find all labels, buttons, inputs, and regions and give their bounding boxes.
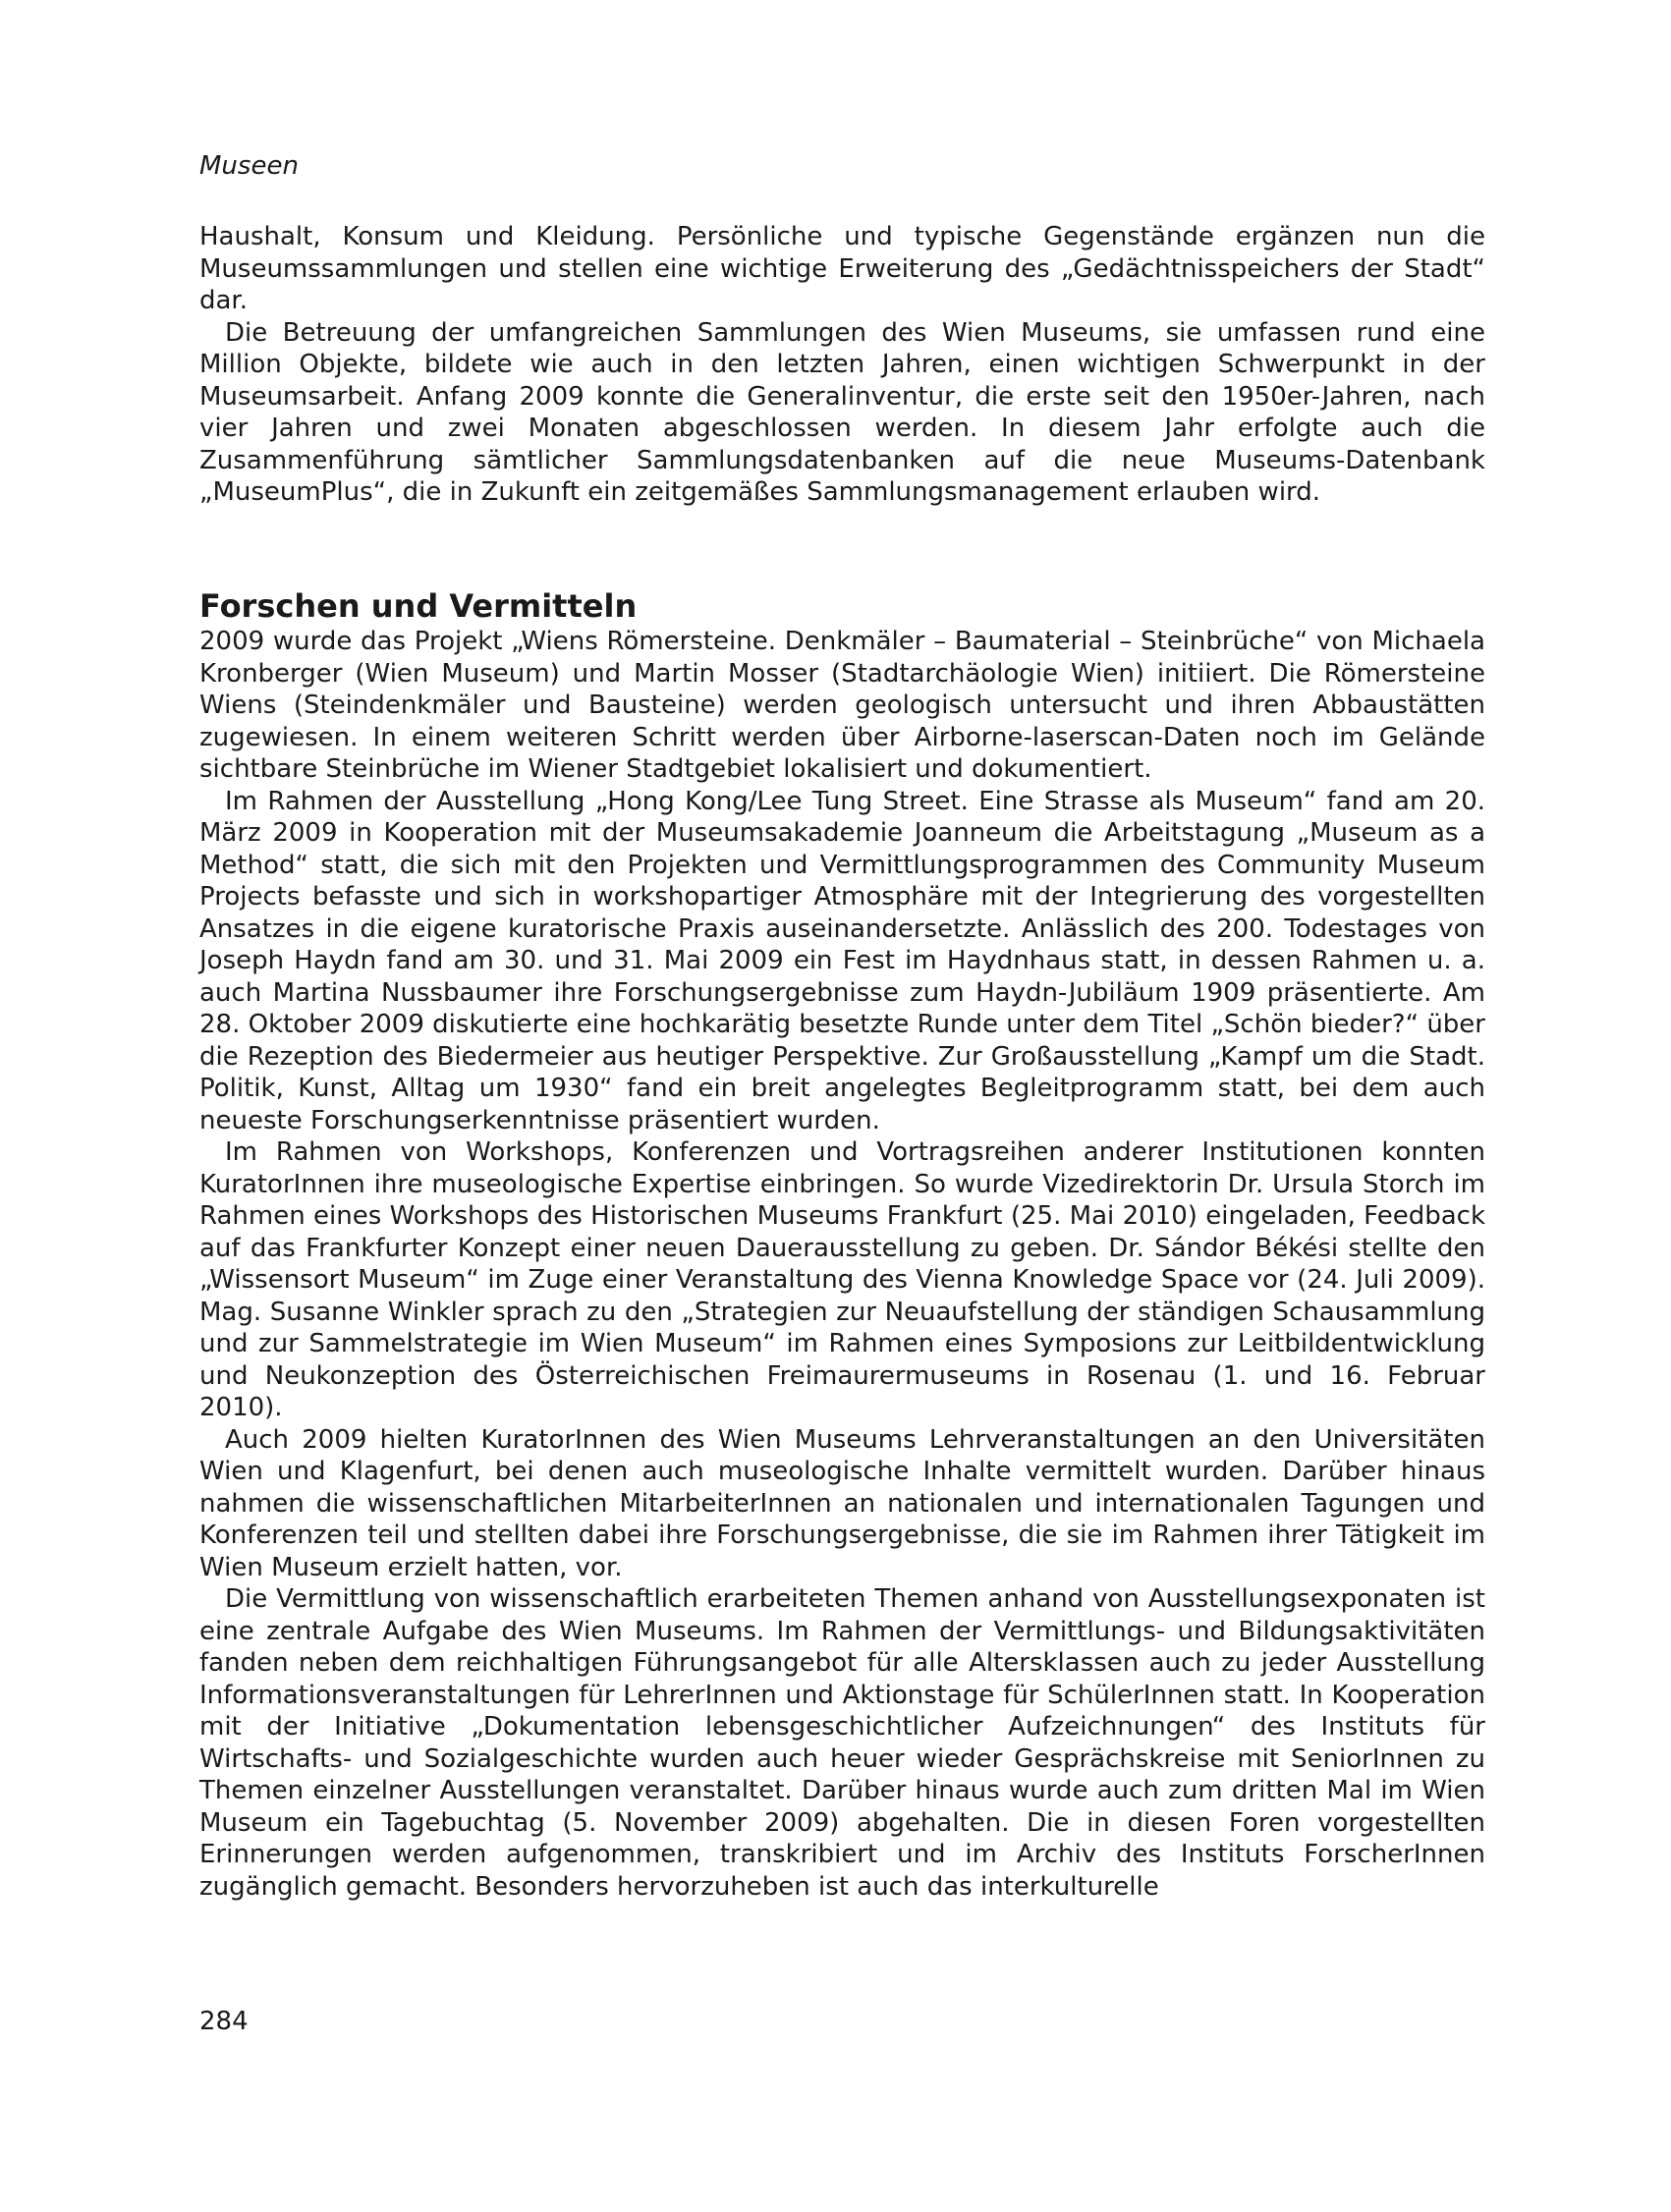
section-collections-text (199, 221, 1485, 509)
paragraph-hong-kong: Im Rahmen der Ausstellung „Hong Kong/Lee Tung Street. Eine Strasse als Museum“ fand am 20. März 2009 in Kooperation mit der Museumsakademie Joanneum die Arbeitstagung „Museum as a Method“ statt, die sich mit den Projekten und Vermittlungsprogrammen des Community Museum Projects befasste und sich in workshopartiger Atmosphäre mit der Integrierung des vorgestellten Ansatzes in die eigene kuratorische Praxis auseinandersetzte. Anlässlich des 200. Todestages von Joseph Haydn fand am 30. und 31. Mai 2009 ein Fest im Haydnhaus statt, in dessen Rahmen u. a. auch Martina Nussbaumer ihre Forschungsergebnisse zum Haydn-Jubiläum 1909 präsentierte. Am 28. Oktober 2009 diskutierte eine hochkarätig besetzte Runde unter dem Titel „Schön bieder?“ über die Rezeption des Biedermeier aus heutiger Perspektive. Zur Großausstellung „Kampf um die Stadt. Politik, Kunst, Alltag um 1930“ fand ein breit angelegtes Begleitprogramm statt, bei dem auch neueste Forschungserkenntnisse präsentiert wurden. (199, 786, 1485, 1135)
paragraph-continuation: Haushalt, Konsum und Kleidung. Persönliche und typische Gegenstände ergänzen nun die Museumssammlungen und stellen eine wichtige Erweiterung des „Gedächtnisspeichers der Stadt“ dar. (199, 222, 1485, 315)
page-number: 284 (199, 2007, 249, 2036)
paragraph-roemersteine: 2009 wurde das Projekt „Wiens Römersteine. Denkmäler – Baumaterial – Steinbrüche“ von Michaela Kronberger (Wien Museum) und Martin Mosser (Stadtarchäologie Wien) initiiert. Die Römersteine Wiens (Steindenkmäler und Bausteine) werden geologisch untersucht und ihren Abbaustätten zugewiesen. In einem weiteren Schritt werden über Airborne-laserscan-Daten noch im Gelände sichtbare Steinbrüche im Wiener Stadtgebiet lokalisiert und dokumentiert. (199, 627, 1485, 784)
paragraph-vermittlung: Die Vermittlung von wissenschaftlich erarbeiteten Themen anhand von Ausstellungsexponaten ist eine zentrale Aufgabe des Wien Museums. Im Rahmen der Vermittlungs- und Bildungsaktivitäten fanden neben dem reichhaltigen Führungsangebot für alle Altersklassen auch zu jeder Ausstellung Informationsveranstaltungen für LehrerInnen und Aktionstage für SchülerInnen statt. In Kooperation mit der Initiative „Dokumentation lebensgeschichtlicher Aufzeichnungen“ des Instituts für Wirtschafts- und Sozialgeschichte wurden auch heuer wieder Gesprächskreise mit SeniorInnen zu Themen einzelner Ausstellungen veranstaltet. Darüber hinaus wurde auch zum dritten Mal im Wien Museum ein Tagebuchtag (5. November 2009) abgehalten. Die in diesen Foren vorgestellten Erinnerungen werden aufgenommen, transkribiert und im Archiv des Instituts ForscherInnen zugänglich gemacht. Besonders hervorzuheben ist auch das interkulturelle (199, 1584, 1485, 1902)
section-research-text (199, 626, 1485, 1903)
section-heading: Forschen und Vermitteln (199, 586, 638, 625)
paragraph-workshops: Im Rahmen von Workshops, Konferenzen und Vortragsreihen anderer Institutionen konnten KuratorInnen ihre museologische Expertise einbringen. So wurde Vizedirektorin Dr. Ursula Storch im Rahmen eines Workshops des Historischen Museums Frankfurt (25. Mai 2010) eingeladen, Feedback auf das Frankfurter Konzept einer neuen Dauerausstellung zu geben. Dr. Sándor Békési stellte den „Wissensort Museum“ im Zuge einer Veranstaltung des Vienna Knowledge Space vor (24. Juli 2009). Mag. Susanne Winkler sprach zu den „Strategien zur Neuaufstellung der ständigen Schausammlung und zur Sammelstrategie im Wien Museum“ im Rahmen eines Symposions zur Leitbildentwicklung und Neukonzeption des Österreichischen Freimaurermuseums in Rosenau (1. und 16. Februar 2010). (199, 1137, 1485, 1422)
document-page (199, 0, 1485, 2212)
paragraph-lehrveranstaltungen: Auch 2009 hielten KuratorInnen des Wien Museums Lehrveranstaltungen an den Universitäten Wien und Klagenfurt, bei denen auch museologische Inhalte vermittelt wurden. Darüber hinaus nahmen die wissenschaftlichen MitarbeiterInnen an nationalen und internationalen Tagungen und Konferenzen teil und stellten dabei ihre Forschungsergebnisse, die sie im Rahmen ihrer Tätigkeit im Wien Museum erzielt hatten, vor. (199, 1424, 1485, 1582)
paragraph-collections: Die Betreuung der umfangreichen Sammlungen des Wien Museums, sie umfassen rund eine Million Objekte, bildete wie auch in den letzten Jahren, einen wichtigen Schwerpunkt in der Museumsarbeit. Anfang 2009 konnte die Generalinventur, die erste seit den 1950er-Jahren, nach vier Jahren und zwei Monaten abgeschlossen werden. In diesem Jahr erfolgte auch die Zusammenführung sämtlicher Sammlungsdatenbanken auf die neue Museums-Datenbank „MuseumPlus“, die in Zukunft ein zeitgemäßes Sammlungsmanagement erlauben wird. (199, 317, 1485, 507)
running-head: Museen (199, 151, 299, 181)
